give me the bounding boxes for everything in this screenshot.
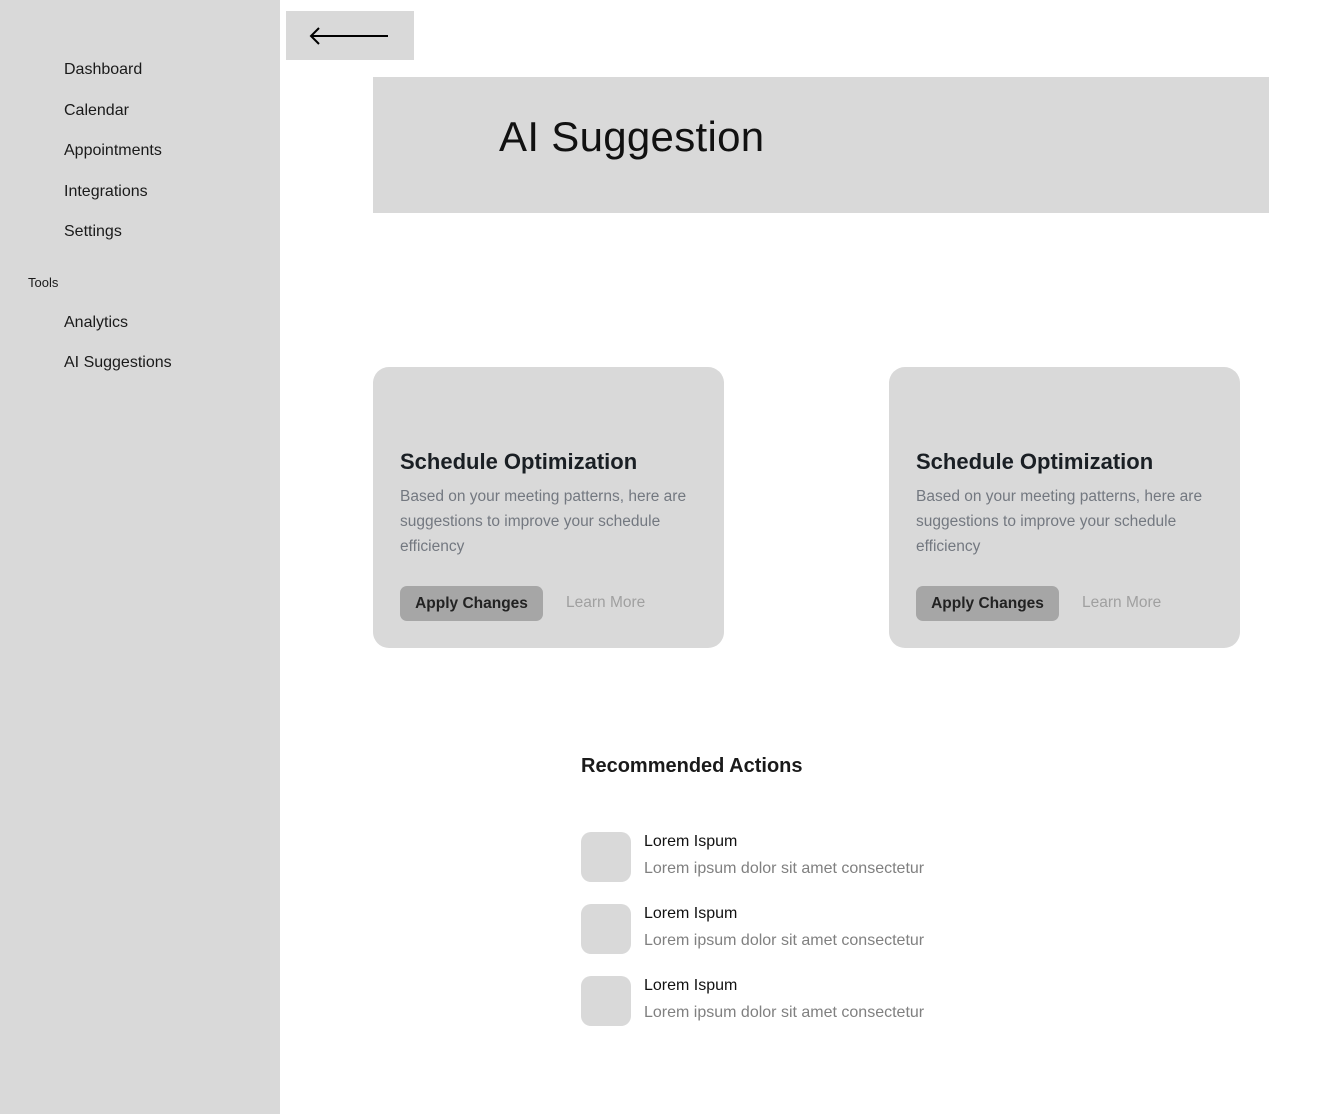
item-subtitle: Lorem ipsum dolor sit amet consectetur bbox=[644, 932, 925, 949]
sidebar bbox=[0, 0, 280, 1114]
card-description: Based on your meeting patterns, here are suggestions to improve your schedule efficiency bbox=[400, 488, 687, 555]
item-thumbnail bbox=[581, 976, 631, 1026]
arrow-left-icon bbox=[308, 25, 390, 47]
recommended-actions-heading: Recommended Actions bbox=[581, 755, 803, 777]
list-item[interactable] bbox=[581, 832, 1001, 882]
list-item[interactable] bbox=[581, 904, 1001, 954]
sidebar-item-settings[interactable]: Settings bbox=[64, 223, 122, 240]
sidebar-item-appointments[interactable]: Appointments bbox=[64, 142, 162, 159]
sidebar-section-tools: Tools bbox=[28, 275, 59, 290]
item-thumbnail bbox=[581, 832, 631, 882]
sidebar-item-integrations[interactable]: Integrations bbox=[64, 183, 148, 200]
sidebar-item-ai-suggestions[interactable]: AI Suggestions bbox=[64, 354, 172, 371]
learn-more-link[interactable]: Learn More bbox=[566, 594, 646, 611]
item-title: Lorem Ispum bbox=[644, 977, 738, 994]
sidebar-item-analytics[interactable]: Analytics bbox=[64, 314, 129, 331]
suggestion-card bbox=[889, 367, 1240, 648]
suggestion-card bbox=[373, 367, 724, 648]
item-title: Lorem Ispum bbox=[644, 833, 738, 850]
card-description: Based on your meeting patterns, here are suggestions to improve your schedule efficiency bbox=[916, 488, 1203, 555]
page-title: AI Suggestion bbox=[499, 113, 765, 160]
list-item[interactable] bbox=[581, 976, 1001, 1026]
item-subtitle: Lorem ipsum dolor sit amet consectetur bbox=[644, 860, 925, 877]
back-button[interactable] bbox=[286, 11, 414, 60]
header-banner bbox=[373, 77, 1269, 213]
item-title: Lorem Ispum bbox=[644, 905, 738, 922]
apply-changes-button[interactable]: Apply Changes bbox=[400, 586, 543, 621]
apply-changes-button[interactable]: Apply Changes bbox=[916, 586, 1059, 621]
learn-more-link[interactable]: Learn More bbox=[1082, 594, 1162, 611]
card-title: Schedule Optimization bbox=[916, 449, 1154, 474]
item-subtitle: Lorem ipsum dolor sit amet consectetur bbox=[644, 1004, 925, 1021]
card-title: Schedule Optimization bbox=[400, 449, 638, 474]
sidebar-item-dashboard[interactable]: Dashboard bbox=[64, 61, 143, 78]
item-thumbnail bbox=[581, 904, 631, 954]
sidebar-item-calendar[interactable]: Calendar bbox=[64, 102, 129, 119]
